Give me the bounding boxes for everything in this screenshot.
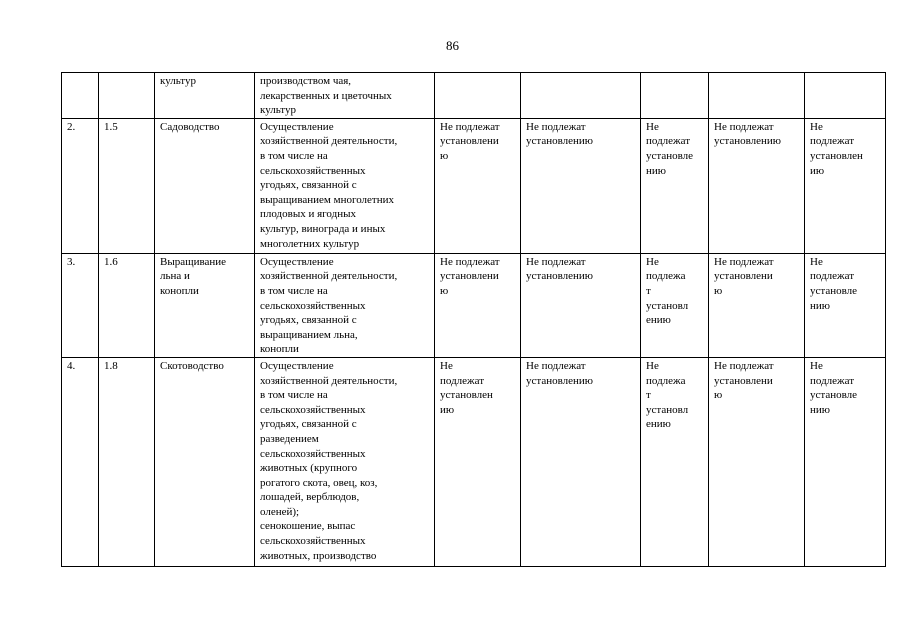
table-row bbox=[62, 357, 886, 566]
code-cell: 1.5 bbox=[99, 118, 155, 253]
param-cell-3: Не подлежат установле нию bbox=[641, 118, 709, 253]
use-name-cell: Выращивание льна и конопли bbox=[155, 253, 255, 357]
row-number-cell: 2. bbox=[62, 118, 99, 253]
description-cell: производством чая, лекарственных и цветочных культур bbox=[255, 73, 435, 119]
param-cell-4 bbox=[709, 73, 805, 119]
param-cell-5 bbox=[805, 73, 886, 119]
param-cell-1: Не подлежат установлени ю bbox=[435, 253, 521, 357]
param-cell-3: Не подлежа т установл ению bbox=[641, 253, 709, 357]
row-number-cell: 3. bbox=[62, 253, 99, 357]
param-cell-5: Не подлежат установле нию bbox=[805, 253, 886, 357]
param-cell-4: Не подлежат установлени ю bbox=[709, 253, 805, 357]
code-cell: 1.8 bbox=[99, 357, 155, 566]
description-cell: Осуществление хозяйственной деятельности, в том числе на сельскохозяйственных угодьях, связанной с выращиванием многолетних плодовых и ягодных культур, винограда и иных многолетних культур bbox=[255, 118, 435, 253]
param-cell-2: Не подлежат установлению bbox=[521, 253, 641, 357]
param-cell-4: Не подлежат установлению bbox=[709, 118, 805, 253]
use-name-cell: Скотоводство bbox=[155, 357, 255, 566]
row-number-cell bbox=[62, 73, 99, 119]
code-cell: 1.6 bbox=[99, 253, 155, 357]
description-cell: Осуществление хозяйственной деятельности, в том числе на сельскохозяйственных угодьях, связанной с разведением сельскохозяйственных животных (крупного рогатого скота, овец, коз, лошадей, верблюдов, оленей); сенокошение, выпас сельскохозяйственных животных, производство bbox=[255, 357, 435, 566]
table-row bbox=[62, 118, 886, 253]
param-cell-3: Не подлежа т установл ению bbox=[641, 357, 709, 566]
param-cell-5: Не подлежат установлен ию bbox=[805, 118, 886, 253]
param-cell-2 bbox=[521, 73, 641, 119]
param-cell-1: Не подлежат установлени ю bbox=[435, 118, 521, 253]
use-name-cell: культур bbox=[155, 73, 255, 119]
page-number: 86 bbox=[446, 38, 459, 53]
table-row bbox=[62, 253, 886, 357]
param-cell-1 bbox=[435, 73, 521, 119]
code-cell bbox=[99, 73, 155, 119]
use-name-cell: Садоводство bbox=[155, 118, 255, 253]
param-cell-5: Не подлежат установле нию bbox=[805, 357, 886, 566]
table-row bbox=[62, 73, 886, 119]
row-number-cell: 4. bbox=[62, 357, 99, 566]
param-cell-4: Не подлежат установлени ю bbox=[709, 357, 805, 566]
land-use-table bbox=[61, 72, 886, 567]
description-cell: Осуществление хозяйственной деятельности, в том числе на сельскохозяйственных угодьях, связанной с выращиванием льна, конопли bbox=[255, 253, 435, 357]
param-cell-2: Не подлежат установлению bbox=[521, 118, 641, 253]
param-cell-1: Не подлежат установлен ию bbox=[435, 357, 521, 566]
param-cell-3 bbox=[641, 73, 709, 119]
param-cell-2: Не подлежат установлению bbox=[521, 357, 641, 566]
